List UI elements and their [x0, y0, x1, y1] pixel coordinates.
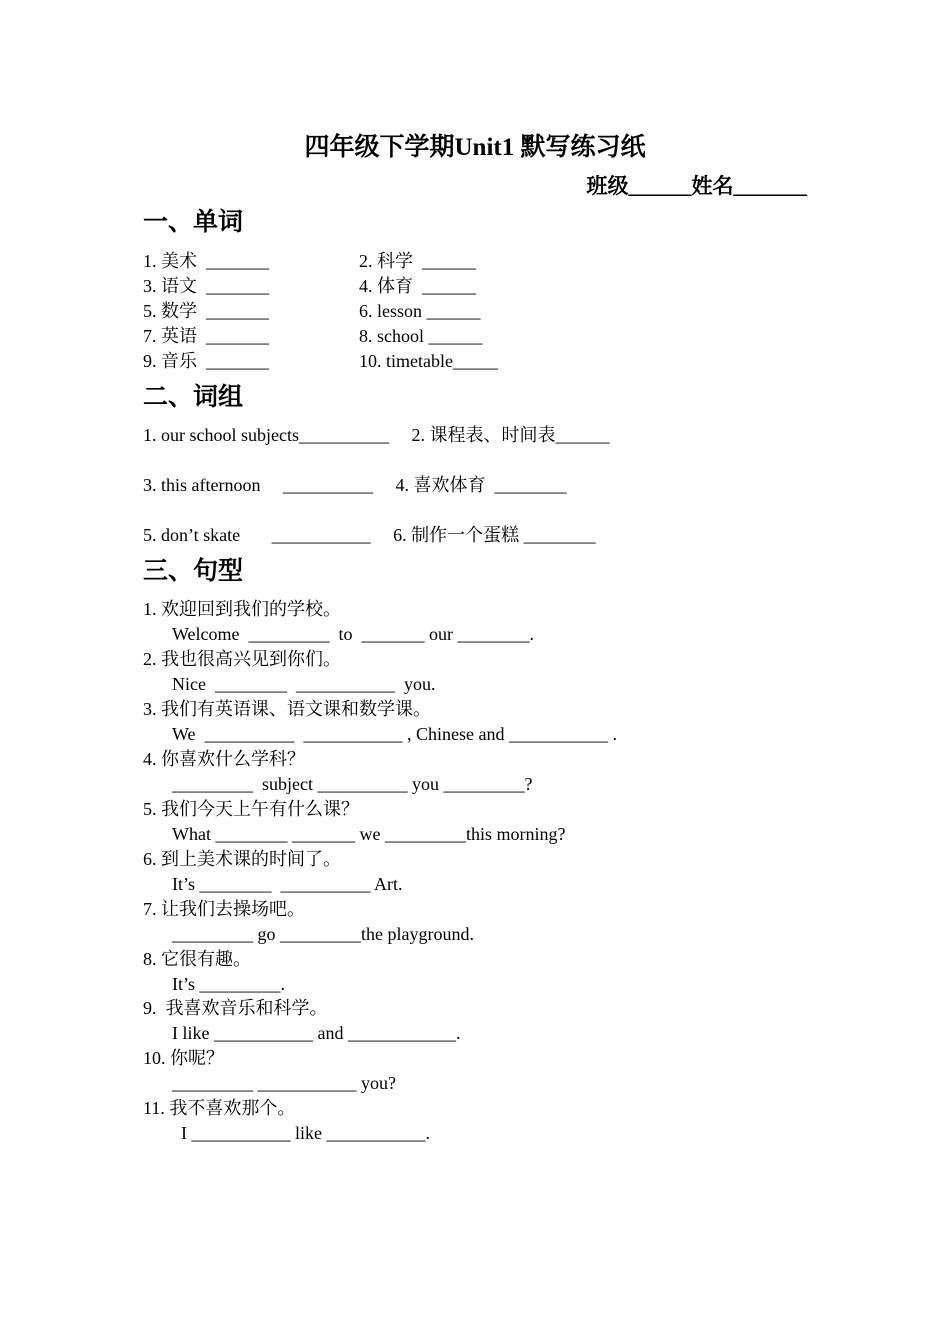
sentence-english-blank: It’s ________ __________ Art. [172, 874, 403, 894]
word-item: 2. 科学 ______ [359, 251, 476, 271]
sentence-chinese: 9. 我喜欢音乐和科学。 [143, 998, 328, 1018]
class-name-fields: 班级______姓名_______ [586, 174, 807, 198]
word-item: 7. 英语 _______ [143, 326, 269, 346]
section-heading-words: 一、单词 [143, 209, 244, 236]
sentence-chinese: 2. 我也很高兴见到你们。 [143, 649, 341, 669]
page-title: 四年级下学期Unit1 默写练习纸 [304, 134, 646, 161]
sentence-english-blank: _________ subject __________ you _________? [172, 774, 533, 794]
sentence-chinese: 11. 我不喜欢那个。 [143, 1098, 296, 1118]
word-item: 1. 美术 _______ [143, 251, 269, 271]
sentence-english-blank: Welcome _________ to _______ our ________. [172, 624, 535, 644]
phrase-item: 3. this afternoon __________ 4. 喜欢体育 ________ [143, 475, 567, 495]
sentence-english-blank: It’s _________. [172, 974, 286, 994]
section-heading-phrases: 二、词组 [143, 384, 244, 411]
word-item: 3. 语文 _______ [143, 276, 269, 296]
sentence-chinese: 4. 你喜欢什么学科？ [143, 749, 305, 769]
sentence-english-blank: I like ___________ and ____________. [172, 1023, 461, 1043]
phrase-item: 5. don’t skate ___________ 6. 制作一个蛋糕 ________ [143, 525, 596, 545]
sentence-chinese: 6. 到上美术课的时间了。 [143, 849, 341, 869]
word-item: 4. 体育 ______ [359, 276, 476, 296]
sentence-english-blank: Nice ________ ___________ you. [172, 674, 436, 694]
word-item: 5. 数学 _______ [143, 301, 269, 321]
sentence-english-blank: _________ ___________ you? [172, 1073, 396, 1093]
word-item: 9. 音乐 _______ [143, 351, 269, 371]
sentence-chinese: 10. 你呢？ [143, 1048, 224, 1068]
sentence-chinese: 3. 我们有英语课、语文课和数学课。 [143, 699, 431, 719]
sentence-chinese: 7. 让我们去操场吧。 [143, 899, 305, 919]
sentence-chinese: 5. 我们今天上午有什么课？ [143, 799, 359, 819]
sentence-english-blank: We __________ ___________ , Chinese and ___________ . [172, 724, 618, 744]
sentence-english-blank: What ________ _______ we _________this morning? [172, 824, 566, 844]
word-item: 6. lesson ______ [359, 301, 481, 321]
sentence-english-blank: _________ go _________the playground. [172, 924, 474, 944]
sentence-english-blank: I ___________ like ___________. [172, 1123, 430, 1143]
phrase-item: 1. our school subjects__________ 2. 课程表、时间表______ [143, 425, 610, 445]
section-heading-sentences: 三、句型 [143, 558, 244, 585]
sentence-chinese: 8. 它很有趣。 [143, 949, 251, 969]
word-item: 10. timetable_____ [359, 351, 498, 371]
sentence-chinese: 1. 欢迎回到我们的学校。 [143, 599, 341, 619]
word-item: 8. school ______ [359, 326, 483, 346]
